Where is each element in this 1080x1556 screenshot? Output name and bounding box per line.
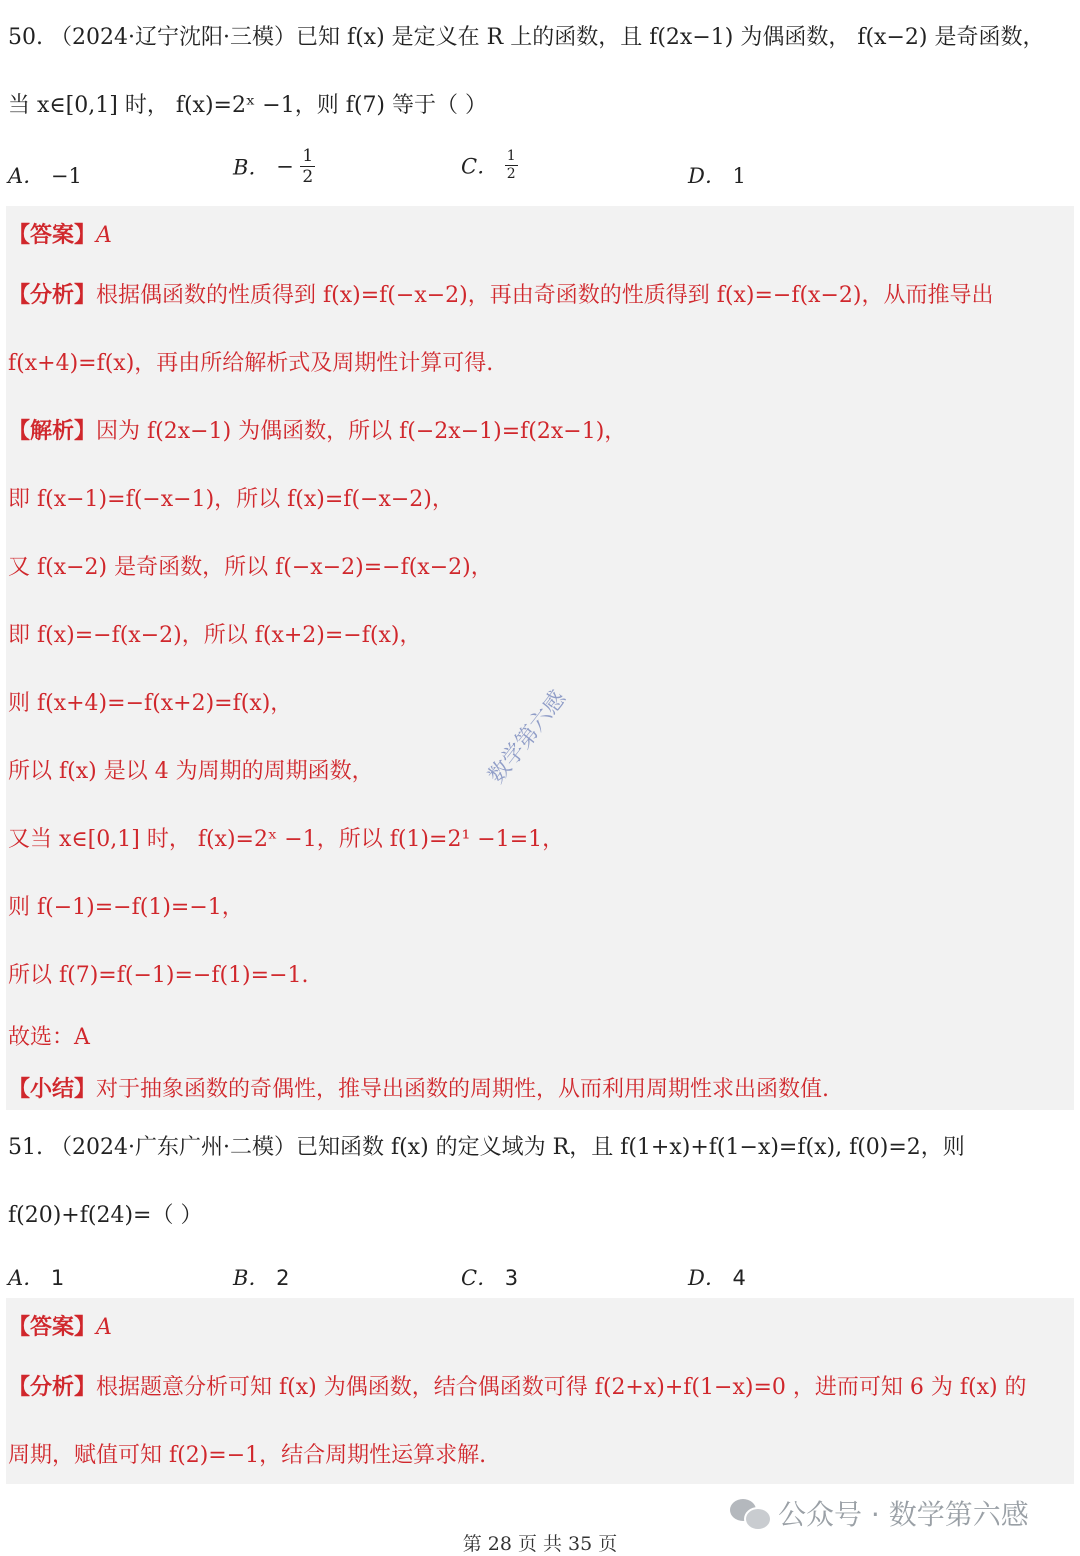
q50-option-b: B． − $\frac{1}{2}$: [233, 146, 314, 187]
page-number: 第 28 页 共 35 页: [462, 1533, 618, 1555]
fraction-one-half: $\frac{1}{2}$: [302, 146, 314, 187]
q51-stem-line2: f(20)+f(24)=（ ）: [8, 1203, 203, 1228]
q50-solution-step: 又当 x∈[0,1] 时， f(x)=2ˣ −1，所以 f(1)=2¹ −1=1，: [8, 827, 565, 852]
q50-solution-step: 则 f(x+4)=−f(x+2)=f(x)，: [8, 691, 293, 716]
q51-analysis-line1: 【分析】根据题意分析可知 f(x) 为偶函数，结合偶函数可得 f(2+x)+f(1−x)=0 ，进而可知 6 为 f(x) 的: [8, 1374, 1027, 1400]
q50-option-a: A． −1: [8, 164, 82, 188]
q50-solution-step: 即 f(x−1)=f(−x−1)，所以 f(x)=f(−x−2)，: [8, 487, 454, 512]
q50-summary: 【小结】对于抽象函数的奇偶性，推导出函数的周期性，从而利用周期性求出函数值.: [8, 1076, 830, 1102]
q51-option-d: D． 4: [688, 1266, 746, 1290]
q50-solution-step: 则 f(−1)=−f(1)=−1，: [8, 895, 244, 920]
q51-analysis-line2: 周期，赋值可知 f(2)=−1，结合周期性运算求解.: [8, 1443, 487, 1468]
wechat-account-brand: [730, 1493, 1029, 1533]
q51-option-b: B． 2: [233, 1266, 290, 1290]
q50-answer: 【答案】A: [8, 222, 112, 248]
q50-option-c: C． $\frac{1}{2}$: [461, 148, 516, 182]
q50-stem-line2: 当 x∈[0,1] 时， f(x)=2ˣ −1，则 f(7) 等于（ ）: [8, 93, 488, 118]
q50-analysis-line1: 【分析】根据偶函数的性质得到 f(x)=f(−x−2)，再由奇函数的性质得到 f(x)=−f(x−2)，从而推导出: [8, 282, 994, 308]
watermark-text: 数学第六感: [483, 686, 572, 789]
brand-text: 公众号 · 数学第六感: [778, 1498, 1029, 1531]
q50-stem-line1: 50. （2024·辽宁沈阳·三模）已知 f(x) 是定义在 R 上的函数，且 f(2x−1) 为偶函数， f(x−2) 是奇函数，: [8, 25, 1045, 50]
q51-stem-line1: 51. （2024·广东广州·二模）已知函数 f(x) 的定义域为 R，且 f(1+x)+f(1−x)=f(x), f(0)=2，则: [8, 1135, 965, 1160]
q50-solution-step: 即 f(x)=−f(x−2)，所以 f(x+2)=−f(x)，: [8, 623, 422, 648]
q50-choice: 故选：A: [8, 1025, 90, 1050]
q51-option-a: A． 1: [8, 1266, 65, 1290]
q50-solution-step: 又 f(x−2) 是奇函数，所以 f(−x−2)=−f(x−2)，: [8, 555, 493, 580]
q51-option-c: C． 3: [461, 1266, 519, 1290]
q50-solution-line1: 【解析】因为 f(2x−1) 为偶函数，所以 f(−2x−1)=f(2x−1)，: [8, 418, 627, 444]
q50-solution-step: 所以 f(x) 是以 4 为周期的周期函数，: [8, 759, 374, 784]
fraction-one-half: $\frac{1}{2}$: [506, 148, 516, 182]
wechat-icon: [730, 1497, 770, 1529]
q50-analysis-line2: f(x+4)=f(x)，再由所给解析式及周期性计算可得.: [8, 351, 494, 376]
q50-solution-step: 所以 f(7)=f(−1)=−f(1)=−1.: [8, 963, 309, 988]
q50-option-d: D． 1: [688, 164, 746, 188]
q51-answer: 【答案】A: [8, 1314, 112, 1340]
